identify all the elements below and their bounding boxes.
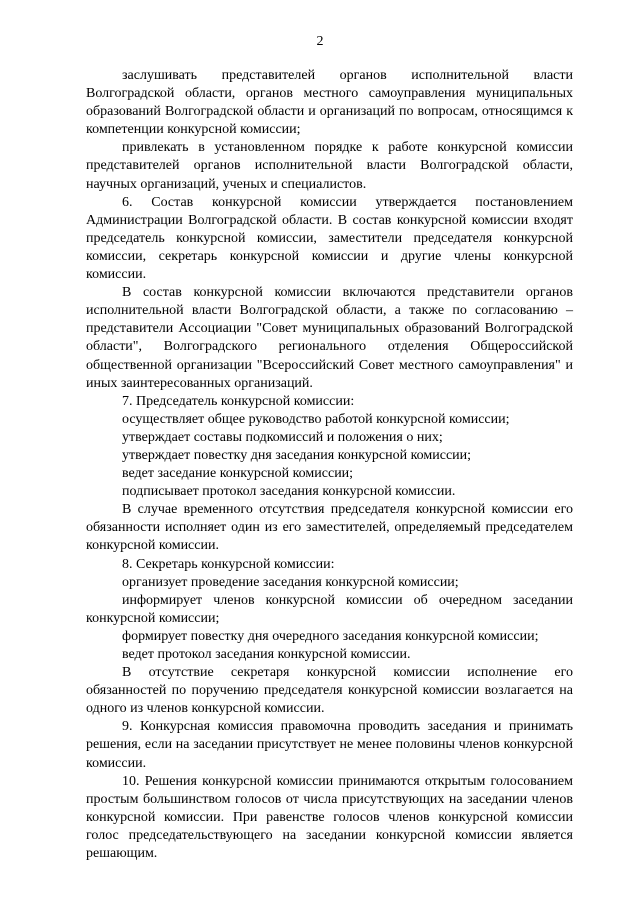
- paragraph-7-chairman-heading: 7. Председатель конкурсной комиссии:: [122, 393, 355, 409]
- paragraph-chairman-absence: В случае временного отсутствия председателя конкурсной комиссии его обязанности исполняет один из его заместителей, определяемый председателем конкурсной комиссии.: [86, 502, 573, 554]
- paragraph-involve-representatives: привлекать в установленном порядке к работе конкурсной комиссии представителей органов исполнительной власти Волгоградской области, научных организаций, ученых и специалистов.: [86, 140, 573, 192]
- paragraph-secretary-duty-4: ведет протокол заседания конкурсной комиссии.: [122, 647, 411, 662]
- paragraph-chairman-duty-5: подписывает протокол заседания конкурсной комиссии.: [122, 484, 456, 500]
- paragraph-commission-members: В состав конкурсной комиссии включаются представители органов исполнительной власти Волгоградской области, а также по согласованию – представители Ассоциации "Совет муниципальных образований Волгоградской области", Волгоградского регионального отделения Общероссийской общественной организации "Всероссийский Совет местного самоуправления" и иных заинтересованных организаций.: [86, 285, 573, 391]
- paragraph-secretary-absence: В отсутствие секретаря конкурсной комиссии исполнение его обязанностей по поручению председателя конкурсной комиссии возлагается на одного из членов конкурсной комиссии.: [86, 665, 573, 717]
- paragraph-secretary-duty-3: формирует повестку дня очередного заседания конкурсной комиссии;: [122, 628, 539, 644]
- paragraph-6-commission-composition: 6. Состав конкурсной комиссии утверждается постановлением Администрации Волгоградской области. В состав конкурсной комиссии входят председатель конкурсной комиссии, заместители председателя конкурсной комиссии, секретарь конкурсной комиссии и другие члены конкурсной комиссии.: [86, 194, 573, 283]
- paragraph-9-quorum: 9. Конкурсная комиссия правомочна проводить заседания и принимать решения, если на заседании присутствует не менее половины членов конкурсной комиссии.: [86, 719, 573, 771]
- paragraph-10-decisions: 10. Решения конкурсной комиссии принимаются открытым голосованием простым большинством голосов от числа присутствующих на заседании членов конкурсной комиссии. При равенстве голосов членов конкурсной комиссии голос председательствующего на заседании конкурсной комиссии является решающим.: [86, 773, 573, 862]
- paragraph-chairman-duty-3: утверждает повестку дня заседания конкурсной комиссии;: [122, 447, 472, 463]
- paragraph-chairman-duty-1: осуществляет общее руководство работой конкурсной комиссии;: [122, 411, 510, 427]
- paragraph-secretary-duty-2: информирует членов конкурсной комиссии об очередном заседании конкурсной комиссии;: [86, 592, 573, 626]
- page-number: 2: [316, 34, 324, 49]
- paragraph-chairman-duty-2: утверждает составы подкомиссий и положения о них;: [122, 429, 443, 445]
- paragraph-hear-representatives: заслушивать представителей органов исполнительной власти Волгоградской области, органов местного самоуправления муниципальных образований Волгоградской области и организаций по вопросам, относящимся к компетенции конкурсной комиссии;: [86, 68, 573, 138]
- paragraph-chairman-duty-4: ведет заседание конкурсной комиссии;: [122, 466, 354, 482]
- paragraph-secretary-duty-1: организует проведение заседания конкурсной комиссии;: [122, 574, 459, 590]
- paragraph-8-secretary-heading: 8. Секретарь конкурсной комиссии:: [122, 556, 335, 572]
- document-body: [86, 67, 573, 863]
